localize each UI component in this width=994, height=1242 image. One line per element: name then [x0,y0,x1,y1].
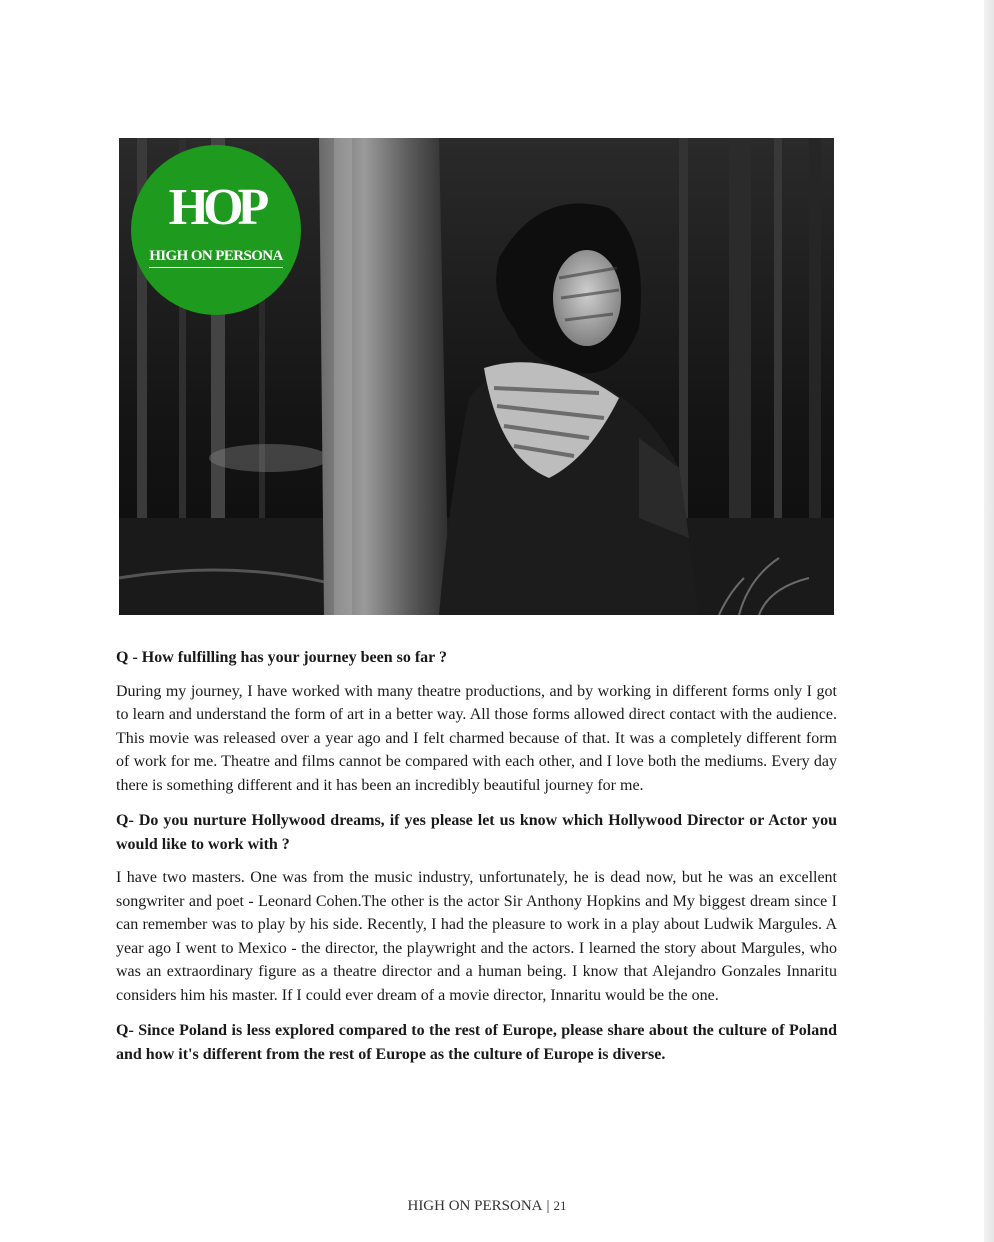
footer-publication: HIGH ON PERSONA [407,1198,543,1214]
portrait-photo [119,138,834,615]
high-on-persona-logo [131,145,301,315]
logo-wordmark: HIGH ON PERSONA [149,248,283,268]
logo-monogram: HOP [168,179,264,236]
answer-2: I have two masters. One was from the music industry, unfortunately, he is dead now, but he was an excellent songwriter and poet - Leonard Cohen.The other is the actor Sir Anthony Hopkins and My biggest dream since I can remember was to play by his side. Recently, I had the pleasure to work in a play about Ludwik Margules. A year ago I went to Mexico - the director, the playwright and the actors. I learned the story about Margules, who was an extraordinary figure as a theatre director and a human being. I know that Alejandro Gonzales Innaritu considers him his master. If I could ever dream of a movie director, Innaritu would be the one. [116,869,837,1004]
question-2: Q- Do you nurture Hollywood dreams, if yes please let us know which Hollywood Director or Actor you would like to work with ? [116,812,837,853]
question-3: Q- Since Poland is less explored compared to the rest of Europe, please share about the culture of Poland and how it's different from the rest of Europe as the culture of Europe is diverse. [116,1022,837,1063]
page-edge-shadow [984,0,994,1242]
page-number: 21 [553,1198,567,1213]
page-footer [0,1198,974,1215]
interview-text [116,646,837,1076]
question-1: Q - How fulfilling has your journey been so far ? [116,649,447,666]
footer-separator: | [546,1198,550,1214]
answer-1: During my journey, I have worked with many theatre productions, and by working in different forms only I got to learn and understand the form of art in a better way. All those forms allowed direct contact with the audience. This movie was released over a year ago and I felt charmed because of that. It was a completely different form of work for me. Theatre and films cannot be compared with each other, and I love both the mediums. Every day there is something different and it has been an incredibly beautiful journey for me. [116,682,837,794]
